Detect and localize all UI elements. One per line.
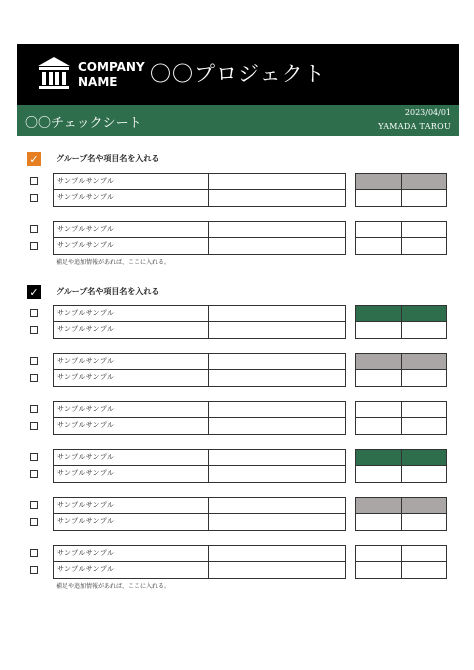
- item-checkbox[interactable]: [30, 453, 38, 461]
- checklist-row: [30, 353, 447, 370]
- item-name-cell: サンプルサンプル: [53, 353, 209, 370]
- status-cell-b[interactable]: [401, 238, 447, 255]
- status-cell-a[interactable]: [355, 238, 402, 255]
- checklist-row: [30, 190, 447, 207]
- bank-building-icon: [37, 56, 71, 92]
- item-checkbox[interactable]: [30, 242, 38, 250]
- item-detail-cell[interactable]: [208, 466, 346, 483]
- item-name-cell: サンプルサンプル: [53, 238, 209, 255]
- checklist-row: [30, 562, 447, 579]
- item-detail-cell[interactable]: [208, 370, 346, 387]
- item-checkbox[interactable]: [30, 549, 38, 557]
- sheet-header-bar: [17, 105, 459, 136]
- checklist-row: [30, 305, 447, 322]
- status-cell-b[interactable]: [401, 370, 447, 387]
- item-detail-cell[interactable]: [208, 418, 346, 435]
- checklist-row: [30, 370, 447, 387]
- item-name-cell: サンプルサンプル: [53, 562, 209, 579]
- item-detail-cell[interactable]: [208, 173, 346, 190]
- group-title: グループ名や項目名を入れる: [56, 153, 160, 163]
- item-checkbox[interactable]: [30, 518, 38, 526]
- status-cell-b[interactable]: [401, 497, 447, 514]
- item-name-cell: サンプルサンプル: [53, 401, 209, 418]
- item-detail-cell[interactable]: [208, 545, 346, 562]
- item-detail-cell[interactable]: [208, 322, 346, 339]
- item-checkbox[interactable]: [30, 357, 38, 365]
- item-checkbox[interactable]: [30, 194, 38, 202]
- checklist-row: [30, 466, 447, 483]
- status-cell-b[interactable]: [401, 514, 447, 531]
- status-cell-b[interactable]: [401, 190, 447, 207]
- sheet-title: 〇〇チェックシート: [25, 116, 142, 131]
- status-cell-a[interactable]: [355, 221, 402, 238]
- item-checkbox[interactable]: [30, 177, 38, 185]
- item-detail-cell[interactable]: [208, 305, 346, 322]
- item-checkbox[interactable]: [30, 326, 38, 334]
- company-name-line1: COMPANY: [78, 60, 145, 74]
- item-detail-cell[interactable]: [208, 449, 346, 466]
- status-cell-a[interactable]: [355, 466, 402, 483]
- item-checkbox[interactable]: [30, 470, 38, 478]
- status-cell-a[interactable]: [355, 418, 402, 435]
- item-detail-cell[interactable]: [208, 353, 346, 370]
- group-header: [27, 285, 327, 299]
- project-title: 〇〇プロジェクト: [150, 62, 326, 86]
- status-cell-a[interactable]: [355, 173, 402, 190]
- item-name-cell: サンプルサンプル: [53, 173, 209, 190]
- item-name-cell: サンプルサンプル: [53, 322, 209, 339]
- status-cell-b[interactable]: [401, 221, 447, 238]
- group-note: 補足や追加情報があれば、ここに入れる。: [56, 583, 171, 590]
- item-checkbox[interactable]: [30, 309, 38, 317]
- item-detail-cell[interactable]: [208, 190, 346, 207]
- checklist-row: [30, 238, 447, 255]
- item-checkbox[interactable]: [30, 374, 38, 382]
- group-checkbox-checked[interactable]: [27, 285, 41, 299]
- item-name-cell: サンプルサンプル: [53, 497, 209, 514]
- status-cell-b[interactable]: [401, 353, 447, 370]
- item-name-cell: サンプルサンプル: [53, 221, 209, 238]
- item-name-cell: サンプルサンプル: [53, 418, 209, 435]
- checkmark-icon: ✓: [29, 285, 39, 299]
- item-detail-cell[interactable]: [208, 562, 346, 579]
- status-cell-b[interactable]: [401, 305, 447, 322]
- item-detail-cell[interactable]: [208, 221, 346, 238]
- status-cell-b[interactable]: [401, 545, 447, 562]
- item-detail-cell[interactable]: [208, 401, 346, 418]
- status-cell-a[interactable]: [355, 497, 402, 514]
- item-name-cell: サンプルサンプル: [53, 190, 209, 207]
- checklist-row: [30, 418, 447, 435]
- checklist-row: [30, 221, 447, 238]
- status-cell-b[interactable]: [401, 466, 447, 483]
- item-name-cell: サンプルサンプル: [53, 449, 209, 466]
- item-checkbox[interactable]: [30, 225, 38, 233]
- group-note: 補足や追加情報があれば、ここに入れる。: [56, 259, 171, 266]
- status-cell-a[interactable]: [355, 370, 402, 387]
- group-header: [27, 152, 327, 166]
- item-detail-cell[interactable]: [208, 514, 346, 531]
- header-bar: [17, 44, 459, 105]
- item-name-cell: サンプルサンプル: [53, 370, 209, 387]
- item-checkbox[interactable]: [30, 422, 38, 430]
- item-detail-cell[interactable]: [208, 238, 346, 255]
- item-name-cell: サンプルサンプル: [53, 305, 209, 322]
- status-cell-b[interactable]: [401, 173, 447, 190]
- status-cell-a[interactable]: [355, 562, 402, 579]
- status-cell-b[interactable]: [401, 322, 447, 339]
- item-name-cell: サンプルサンプル: [53, 466, 209, 483]
- checkmark-icon: ✓: [29, 152, 39, 166]
- status-cell-a[interactable]: [355, 322, 402, 339]
- checklist-row: [30, 545, 447, 562]
- checklist-row: [30, 173, 447, 190]
- group-title: グループ名や項目名を入れる: [56, 286, 160, 296]
- sheet-date: 2023/04/01: [404, 108, 451, 117]
- status-cell-a[interactable]: [355, 305, 402, 322]
- status-cell-a[interactable]: [355, 449, 402, 466]
- company-name: [78, 60, 145, 90]
- group-checkbox-checked[interactable]: [27, 152, 41, 166]
- item-checkbox[interactable]: [30, 501, 38, 509]
- checklist-row: [30, 497, 447, 514]
- status-cell-a[interactable]: [355, 353, 402, 370]
- sheet-author: YAMADA TAROU: [378, 122, 451, 131]
- status-cell-a[interactable]: [355, 401, 402, 418]
- item-checkbox[interactable]: [30, 566, 38, 574]
- item-detail-cell[interactable]: [208, 497, 346, 514]
- status-cell-b[interactable]: [401, 418, 447, 435]
- status-cell-a[interactable]: [355, 190, 402, 207]
- item-name-cell: サンプルサンプル: [53, 545, 209, 562]
- checklist-row: [30, 322, 447, 339]
- checklist-row: [30, 401, 447, 418]
- item-name-cell: サンプルサンプル: [53, 514, 209, 531]
- checklist-row: [30, 514, 447, 531]
- status-cell-b[interactable]: [401, 562, 447, 579]
- status-cell-b[interactable]: [401, 449, 447, 466]
- status-cell-a[interactable]: [355, 545, 402, 562]
- status-cell-b[interactable]: [401, 401, 447, 418]
- company-name-line2: NAME: [78, 75, 118, 89]
- item-checkbox[interactable]: [30, 405, 38, 413]
- status-cell-a[interactable]: [355, 514, 402, 531]
- checklist-row: [30, 449, 447, 466]
